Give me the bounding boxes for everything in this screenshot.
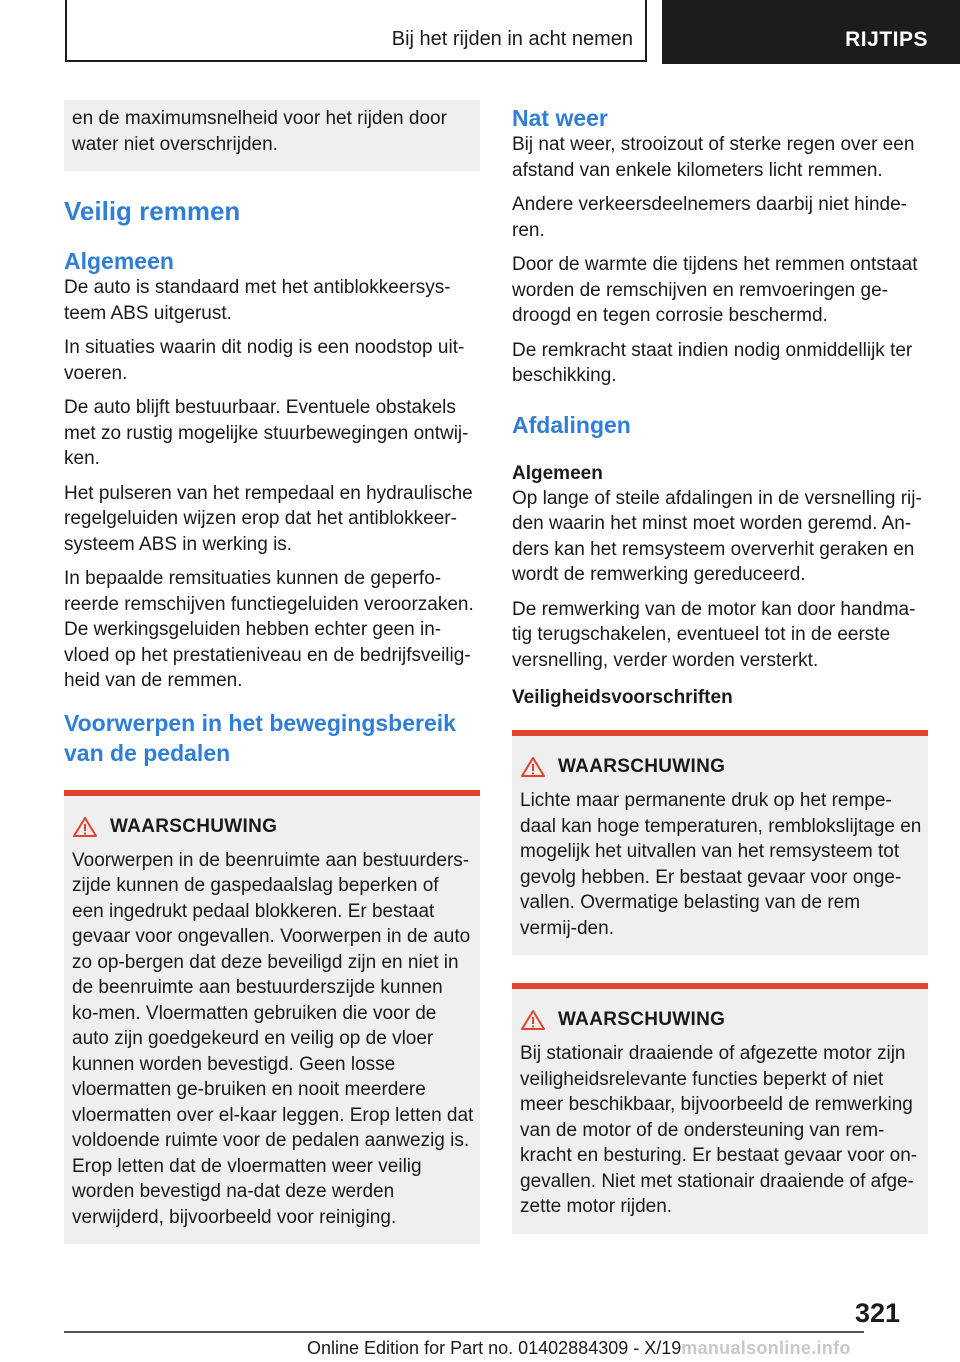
warning-text: Voorwerpen in de beenruimte aan bestuurders-zijde kunnen de gaspedaalslag beperken of een ingedrukt pedaal blokkeren. Er bestaat gevaar voor ongevallen. Voorwerpen in de auto zo op-bergen dat deze beveiligd zijn en niet in de beenruimte aan bestuurderszijde kunnen ko-men. Vloermatten gebruiken die voor de auto zijn goedgekeurd en veilig op de vloer kunnen worden bevestigd. Geen losse vloermatten ge-bruiken en nooit meerdere vloermatten over el-kaar leggen. Erop letten dat voldoende ruimte voor de pedalen aanwezig is. Erop letten dat de vloermatten weer veilig worden bevestigd na-dat deze werden verwijderd, bijvoorbeeld voor reiniging. (72, 849, 474, 1228)
header-section-title: Bij het rijden in acht nemen (391, 28, 633, 50)
footer-divider (64, 1331, 864, 1333)
continued-note: en de maximumsnelheid voor het rijden door water niet overschrijden. (72, 108, 447, 155)
heading-algemeen-sub: Algemeen (512, 462, 603, 484)
paragraph: Andere verkeersdeelnemers daarbij niet hinde-ren. (512, 194, 908, 241)
right-column (512, 100, 928, 1234)
warning-box (512, 730, 928, 955)
warning-triangle-icon (72, 816, 98, 838)
footer-edition: Online Edition for Part no. 01402884309 - X/19 (307, 1338, 682, 1358)
paragraph: De remkracht staat indien nodig onmiddellijk ter beschikking. (512, 339, 913, 386)
page-number: 321 (855, 1298, 901, 1328)
continued-note-box (64, 100, 480, 171)
warning-box (512, 983, 928, 1234)
paragraph: In situaties waarin dit nodig is een noodstop uit-voeren. (64, 337, 465, 384)
header-section-box (65, 0, 647, 62)
warning-title: WAARSCHUWING (558, 756, 726, 777)
paragraph: Door de warmte die tijdens het remmen ontstaat worden de remschijven en remvoeringen ge-droogd en tegen corrosie beschermd. (512, 254, 918, 326)
warning-text: Lichte maar permanente druk op het rempe-daal kan hoge temperaturen, remblokslijtage en mogelijk het uitvallen van het remsysteem tot gevolg hebben. Er bestaat gevaar voor onge-vallen. Overmatige belasting van de rem vermij-den. (520, 790, 922, 939)
warning-title-row (520, 756, 922, 778)
warning-title: WAARSCHUWING (110, 815, 278, 837)
watermark-site[interactable]: manualsonline.info (681, 1338, 851, 1358)
paragraph: De auto is standaard met het antiblokkeersys-teem ABS uitgerust. (64, 277, 451, 324)
paragraph: In bepaalde remsituaties kunnen de geperfo-reerde remschijven functiegeluiden veroorzaken. De werkingsgeluiden hebben echter geen in-vloed op het prestatieniveau en de bedrijfsveilig-heid van de remmen. (64, 568, 474, 691)
left-column (64, 100, 480, 1244)
warning-title-row (72, 816, 474, 838)
paragraph: Het pulseren van het rempedaal en hydraulische regelgeluiden wijzen erop dat het antiblokkeer-systeem ABS in werking is. (64, 482, 473, 555)
heading-algemeen: Algemeen (64, 248, 174, 274)
warning-box (64, 790, 480, 1245)
heading-nat-weer: Nat weer (512, 105, 608, 131)
warning-title: WAARSCHUWING (558, 1009, 726, 1030)
footer-edition-line (307, 1338, 851, 1359)
warning-text: Bij stationair draaiende of afgezette motor zijn veiligheidsrelevante functies beperkt of niet meer beschikbaar, bijvoorbeeld de remwerking van de motor of de ondersteuning van rem-kracht en besturing. Er bestaat gevaar voor on-gevallen. Niet met stationair draaiende of afge-zette motor rijden. (520, 1043, 918, 1217)
paragraph: De remwerking van de motor kan door handma-tig terugschakelen, eventueel tot in de eerste versnelling, verder worden versterkt. (512, 598, 916, 671)
warning-triangle-icon (520, 756, 546, 778)
paragraph: Bij nat weer, strooizout of sterke regen over een afstand van enkele kilometers licht remmen. (512, 134, 915, 181)
heading-afdalingen: Afdalingen (512, 411, 631, 438)
warning-triangle-icon (520, 1009, 546, 1031)
heading-veilig-remmen: Veilig remmen (64, 196, 241, 226)
heading-voorwerpen: Voorwerpen in het bewegingsbereik van de pedalen (64, 709, 456, 766)
heading-veiligheidsvoorschriften: Veiligheidsvoorschriften (512, 687, 733, 708)
header-chapter-box (662, 0, 960, 64)
header-chapter-title: RIJTIPS (845, 28, 928, 51)
paragraph: Op lange of steile afdalingen in de versnelling rij-den waarin het minst moet worden geremd. An-ders kan het remsysteem oververhit geraken en wordt de remwerking gereduceerd. (512, 487, 922, 585)
warning-title-row (520, 1009, 922, 1031)
paragraph: De auto blijft bestuurbaar. Eventuele obstakels met zo rustig mogelijke stuurbewegingen ontwij-ken. (64, 397, 469, 469)
